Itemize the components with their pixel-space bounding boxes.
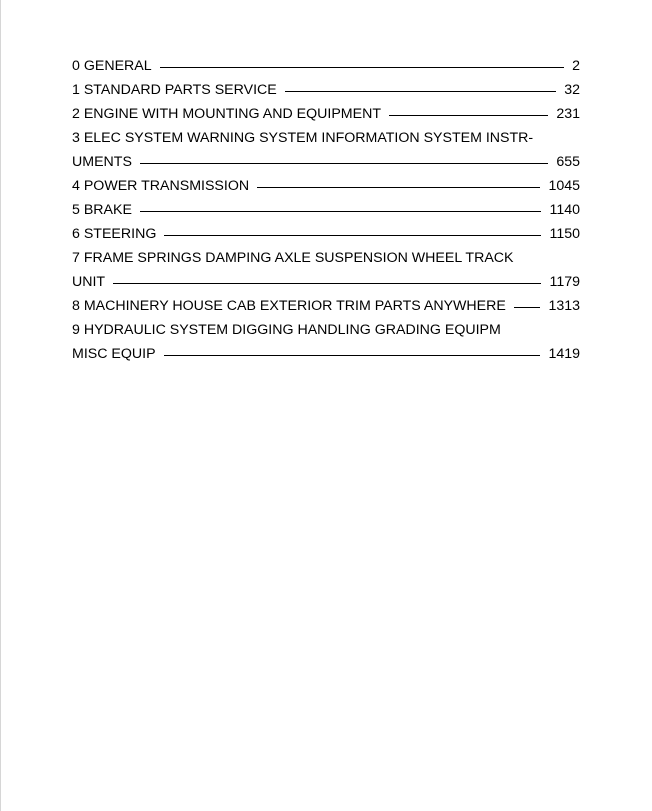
toc-entry-hydraulic-line2[interactable] bbox=[72, 345, 580, 369]
toc-entry-title: 5 BRAKE bbox=[72, 202, 132, 218]
toc-entry-frame-line2[interactable] bbox=[72, 273, 580, 297]
toc-leader-line bbox=[257, 187, 540, 188]
toc-entry-title-continued: UMENTS bbox=[72, 154, 132, 170]
toc-entry-engine[interactable] bbox=[72, 105, 580, 129]
toc-leader-line bbox=[389, 115, 548, 116]
toc-entry-standard-parts-service[interactable] bbox=[72, 81, 580, 105]
toc-entry-steering[interactable] bbox=[72, 225, 580, 249]
toc-entry-elec-system-line2[interactable] bbox=[72, 153, 580, 177]
toc-entry-title: 8 MACHINERY HOUSE CAB EXTERIOR TRIM PARTS ANYWHERE bbox=[72, 298, 506, 314]
toc-page-number: 32 bbox=[564, 82, 580, 98]
toc-entry-frame-line1[interactable] bbox=[72, 249, 580, 273]
toc-leader-line bbox=[164, 235, 541, 236]
toc-page-number: 655 bbox=[556, 154, 580, 170]
table-of-contents bbox=[72, 57, 580, 369]
toc-entry-title: 3 ELEC SYSTEM WARNING SYSTEM INFORMATION SYSTEM INSTR- bbox=[72, 130, 534, 146]
toc-page-number: 1140 bbox=[549, 202, 580, 218]
toc-entry-title: 7 FRAME SPRINGS DAMPING AXLE SUSPENSION WHEEL TRACK bbox=[72, 250, 514, 266]
toc-entry-title: 9 HYDRAULIC SYSTEM DIGGING HANDLING GRADING EQUIPM bbox=[72, 322, 501, 338]
toc-leader-line bbox=[140, 163, 548, 164]
toc-page-number: 2 bbox=[572, 58, 580, 74]
toc-entry-machinery-house[interactable] bbox=[72, 297, 580, 321]
toc-entry-title-continued: MISC EQUIP bbox=[72, 346, 156, 362]
toc-page-number: 1045 bbox=[548, 178, 580, 194]
toc-leader-line bbox=[164, 355, 541, 356]
toc-entry-power-transmission[interactable] bbox=[72, 177, 580, 201]
toc-leader-line bbox=[140, 211, 542, 212]
toc-page-number: 1150 bbox=[549, 226, 580, 242]
toc-entry-general[interactable] bbox=[72, 57, 580, 81]
toc-leader-line bbox=[160, 67, 564, 68]
toc-entry-title: 6 STEERING bbox=[72, 226, 157, 242]
toc-leader-line bbox=[514, 307, 541, 308]
toc-page-number: 1313 bbox=[548, 298, 580, 314]
toc-entry-title: 0 GENERAL bbox=[72, 58, 152, 74]
toc-entry-brake[interactable] bbox=[72, 201, 580, 225]
toc-leader-line bbox=[285, 91, 556, 92]
toc-page-number: 231 bbox=[556, 106, 580, 122]
toc-entry-title: 1 STANDARD PARTS SERVICE bbox=[72, 82, 277, 98]
toc-leader-line bbox=[113, 283, 541, 284]
toc-page-number: 1179 bbox=[549, 274, 580, 290]
toc-entry-title-continued: UNIT bbox=[72, 274, 106, 290]
toc-entry-elec-system-line1[interactable] bbox=[72, 129, 580, 153]
page-edge bbox=[0, 0, 1, 811]
toc-entry-hydraulic-line1[interactable] bbox=[72, 321, 580, 345]
toc-entry-title: 2 ENGINE WITH MOUNTING AND EQUIPMENT bbox=[72, 106, 381, 122]
toc-entry-title: 4 POWER TRANSMISSION bbox=[72, 178, 250, 194]
toc-page-number: 1419 bbox=[548, 346, 580, 362]
